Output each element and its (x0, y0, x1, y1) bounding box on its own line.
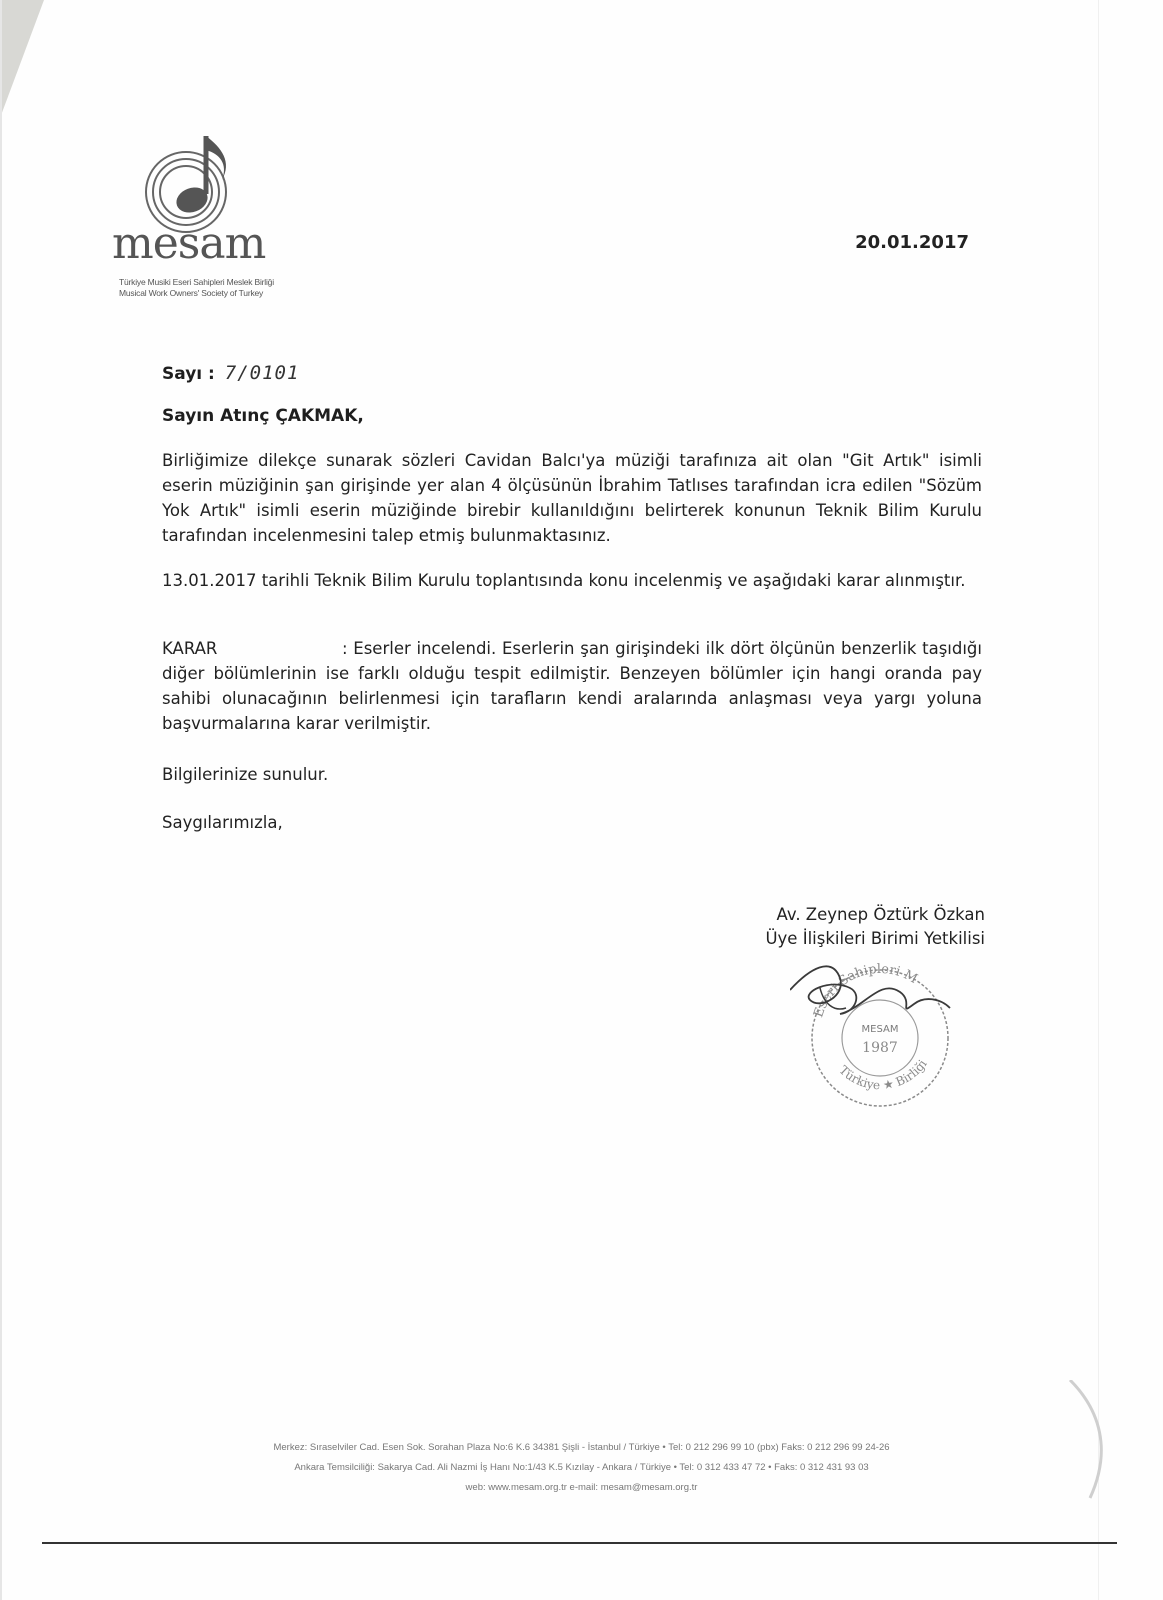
stamp-seal-icon (790, 948, 970, 1118)
scan-artifact (1098, 0, 1099, 1600)
logo-wordmark: mesam (112, 218, 266, 269)
official-stamp (790, 948, 970, 1118)
decision-text: : Eserler incelendi. Eserlerin şan girişindeki ilk dört ölçünün benzerlik taşıdığı diğer bölümlerinin ise farklı olduğu tespit edilmiştir. Benzeyen bölümler için hangi oranda pay sahibi olunacağının belirlenmesi için tarafların kendi aralarında anlaşması veya yargı yoluna başvurmalarına karar verilmiştir. (162, 639, 982, 733)
signatory-name: Av. Zeynep Öztürk Özkan (776, 905, 985, 924)
recipient: Sayın Atınç ÇAKMAK, (162, 406, 364, 426)
reference-number (162, 362, 299, 384)
paragraph-meeting: 13.01.2017 tarihli Teknik Bilim Kurulu toplantısında konu incelenmiş ve aşağıdaki karar alınmıştır. (162, 571, 966, 590)
letter-date: 20.01.2017 (855, 232, 969, 253)
page-corner-fold (0, 0, 44, 118)
paragraph-request: Birliğimize dilekçe sunarak sözleri Cavidan Balcı'ya müziği tarafınıza ait olan "Git Artık" isimli eserin müziğinin şan girişinde yer alan 4 ölçüsünün İbrahim Tatlıses tarafından icra edilen "Sözüm Yok Artık" isimli eserin müziğinde birebir kullanıldığını belirterek konunun Teknik Bilim Kurulu tarafından incelenmesini talep etmiş bulunmaktasınız. (162, 451, 982, 545)
stamp-text-bottom: Türkiye ★ Birliği (836, 1057, 930, 1093)
stamp-center: MESAM (861, 1024, 899, 1035)
stamp-text-top: Eseri Sahipleri M (811, 961, 920, 1020)
footer-address-ankara: Ankara Temsilciliği: Sakarya Cad. Ali Nazmi İş Hanı No:1/43 K.5 Kızılay - Ankara / Türkiye • Tel: 0 312 433 47 72 • Faks: 0 312 431 93 03 (294, 1462, 869, 1473)
logo-subtitle-en: Musical Work Owners' Society of Turkey (119, 288, 264, 298)
footer-contact: web: www.mesam.org.tr e-mail: mesam@mesam.org.tr (465, 1482, 698, 1493)
decorative-note-curve-icon (1060, 1380, 1120, 1500)
bottom-divider (42, 1542, 1117, 1544)
paragraph-info: Bilgilerinize sunulur. (162, 765, 329, 784)
footer-address-hq: Merkez: Sıraselviler Cad. Esen Sok. Sorahan Plaza No:6 K.6 34381 Şişli - İstanbul / Türkiye • Tel: 0 212 296 99 10 (pbx) Faks: 0 212 296 99 24-26 (273, 1442, 890, 1453)
logo-subtitle-tr: Türkiye Musiki Eseri Sahipleri Meslek Birliği (119, 277, 274, 287)
reference-value: 7/0101 (224, 362, 300, 384)
signatory-title: Üye İlişkileri Birimi Yetkilisi (765, 929, 985, 948)
page-edge (0, 0, 2, 1600)
decision-label: KARAR (162, 639, 218, 658)
stamp-year: 1987 (862, 1040, 898, 1056)
svg-text:Eseri Sahipleri M (811, 962, 920, 1019)
paragraph-decision (162, 636, 982, 736)
mesam-logo (112, 134, 312, 304)
paragraph-closing: Saygılarımızla, (162, 813, 283, 832)
reference-label: Sayı : (162, 364, 215, 384)
